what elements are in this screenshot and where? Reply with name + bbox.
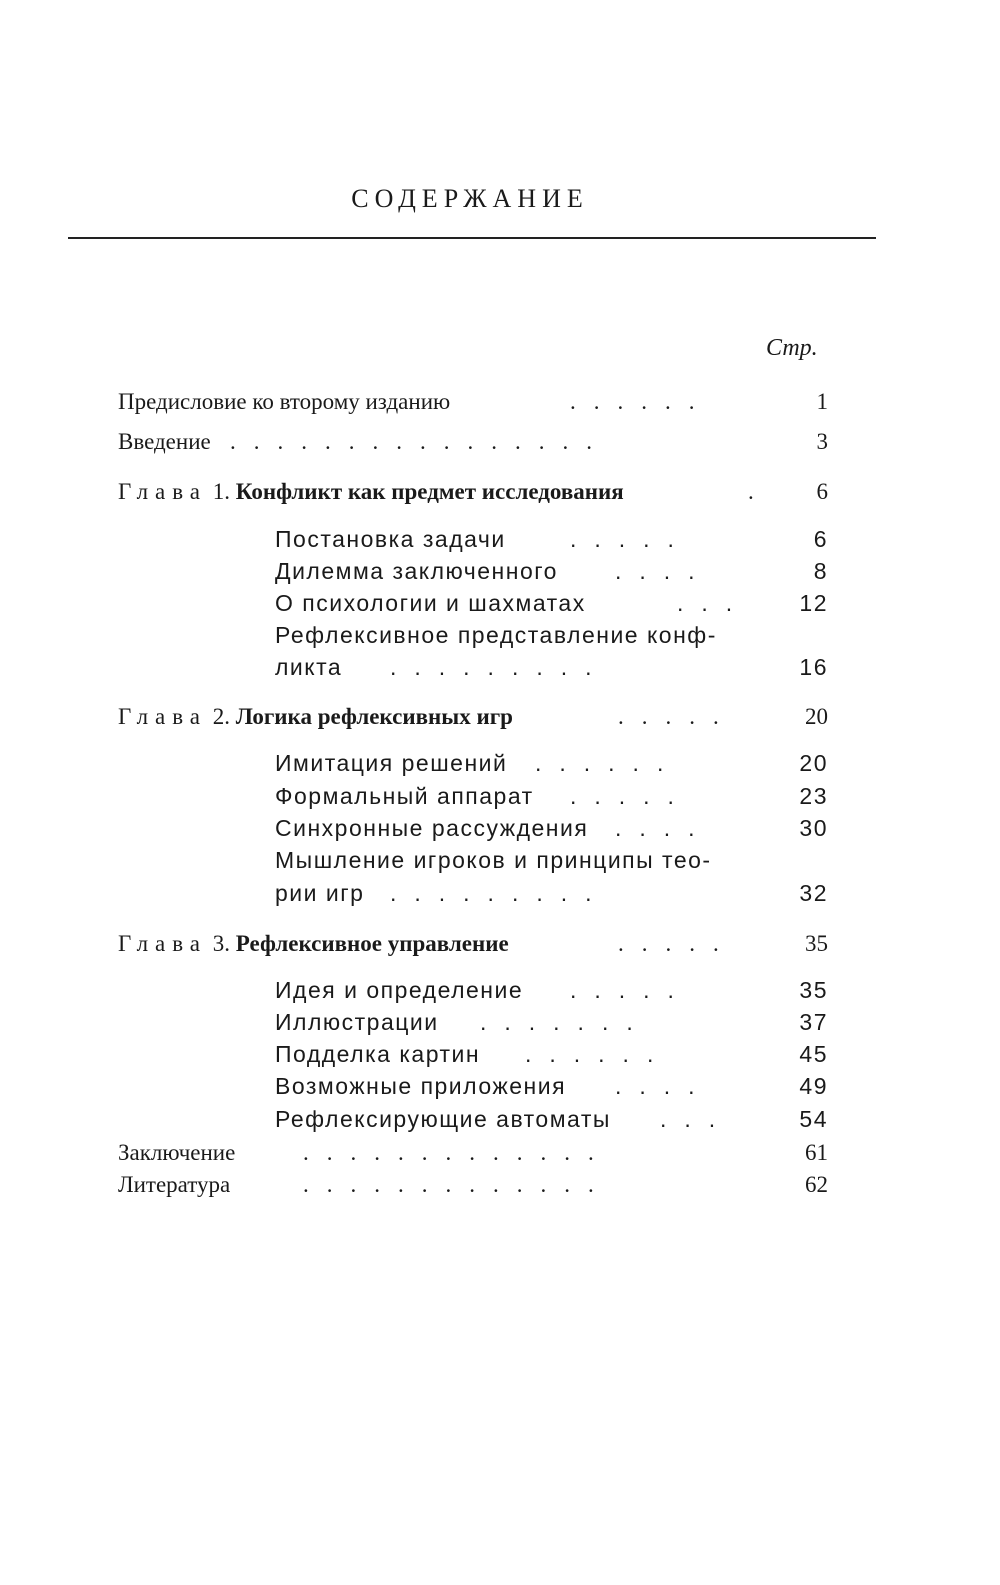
- toc-page-number: 35: [805, 931, 828, 956]
- leader-dots: .............: [303, 1172, 612, 1197]
- leader-dots: .......: [480, 1009, 651, 1035]
- leader-dots: .........: [390, 654, 610, 680]
- leader-dots: .: [748, 479, 772, 504]
- toc-page-number: 6: [816, 479, 828, 504]
- leader-dots: ....: [615, 558, 713, 584]
- toc-section-continuation[interactable]: [275, 876, 828, 910]
- leader-dots: ......: [525, 1041, 672, 1067]
- chapter-prefix: Глава: [118, 931, 208, 956]
- toc-page-number: 32: [799, 880, 828, 906]
- chapter-prefix: Глава: [118, 479, 208, 504]
- leader-dots: ...: [677, 590, 751, 616]
- toc-page-number: 45: [799, 1041, 828, 1067]
- leader-dots: ....: [615, 1073, 713, 1099]
- toc-section-label: О психологии и шахматах: [275, 590, 586, 616]
- toc-page-number: 61: [805, 1140, 828, 1165]
- toc-chapter-2[interactable]: [118, 700, 828, 734]
- leader-dots: .....: [618, 931, 737, 956]
- toc-page-number: 49: [799, 1073, 828, 1099]
- toc-section[interactable]: [275, 843, 828, 877]
- toc-entry-conclusion[interactable]: [118, 1136, 828, 1170]
- toc-section[interactable]: [275, 746, 828, 780]
- chapter-title: Рефлексивное управление: [235, 931, 509, 956]
- toc-page-number: 20: [799, 750, 828, 776]
- toc-section[interactable]: [275, 973, 828, 1007]
- toc-page-number: 35: [799, 977, 828, 1003]
- toc-section-label: Возможные приложения: [275, 1073, 567, 1099]
- leader-dots: .....: [570, 783, 692, 809]
- page-column-label: Стр.: [766, 335, 818, 361]
- toc-section-label: Синхронные рассуждения: [275, 815, 589, 841]
- toc-section[interactable]: [275, 1005, 828, 1039]
- leader-dots: ....: [615, 815, 713, 841]
- page-title: СОДЕРЖАНИЕ: [351, 184, 589, 213]
- leader-dots: ......: [570, 389, 713, 414]
- toc-section[interactable]: [275, 586, 828, 620]
- leader-dots: .....: [570, 977, 692, 1003]
- toc-entry-label: Предисловие ко второму изданию: [118, 389, 451, 414]
- toc-page-number: 30: [799, 815, 828, 841]
- toc-section[interactable]: [275, 811, 828, 845]
- title-divider: [68, 237, 876, 239]
- leader-dots: ......: [535, 750, 682, 776]
- toc-section-label: Дилемма заключенного: [275, 558, 558, 584]
- leader-dots: .............: [303, 1140, 612, 1165]
- toc-page-number: 54: [799, 1106, 828, 1132]
- toc-entry-label: Введение: [118, 429, 211, 454]
- chapter-number: 3.: [212, 931, 231, 956]
- toc-section[interactable]: [275, 554, 828, 588]
- toc-page-number: 23: [799, 783, 828, 809]
- toc-entry-intro[interactable]: [118, 425, 828, 459]
- toc-page-number: 8: [813, 558, 828, 584]
- chapter-title: Конфликт как предмет исследования: [235, 479, 624, 504]
- toc-chapter-1[interactable]: [118, 475, 828, 509]
- toc-section[interactable]: [275, 779, 828, 813]
- toc-page-number: 1: [816, 389, 828, 414]
- toc-entry-label: Литература: [118, 1172, 231, 1197]
- toc-section[interactable]: [275, 1069, 828, 1103]
- leader-dots: .....: [618, 704, 737, 729]
- toc-section-label: Рефлексивное представление конф-: [275, 622, 717, 648]
- toc-section[interactable]: [275, 1102, 828, 1136]
- toc-entry-preface[interactable]: [118, 385, 828, 419]
- toc-section-label: ликта: [275, 654, 343, 680]
- toc-section-label: Иллюстрации: [275, 1009, 439, 1035]
- toc-section-continuation[interactable]: [275, 650, 828, 684]
- leader-dots: ................: [230, 429, 610, 454]
- toc-section-label: Формальный аппарат: [275, 783, 534, 809]
- toc-section[interactable]: [275, 618, 828, 652]
- chapter-prefix: Глава: [118, 704, 208, 729]
- chapter-title: Логика рефлексивных игр: [235, 704, 513, 729]
- toc-section-label: Имитация решений: [275, 750, 508, 776]
- toc-page-number: 62: [805, 1172, 828, 1197]
- toc-section[interactable]: [275, 522, 828, 556]
- leader-dots: .....: [570, 526, 692, 552]
- toc-section[interactable]: [275, 1037, 828, 1071]
- toc-page-number: 37: [799, 1009, 828, 1035]
- chapter-number: 1.: [212, 479, 231, 504]
- toc-section-label: Постановка задачи: [275, 526, 506, 552]
- toc-chapter-3[interactable]: [118, 927, 828, 961]
- leader-dots: ...: [660, 1106, 734, 1132]
- chapter-number: 2.: [212, 704, 231, 729]
- toc-section-label: Подделка картин: [275, 1041, 481, 1067]
- toc-page-number: 12: [799, 590, 828, 616]
- toc-section-label: Идея и определение: [275, 977, 524, 1003]
- toc-page-number: 20: [805, 704, 828, 729]
- leader-dots: .........: [390, 880, 610, 906]
- toc-section-label: Рефлексирующие автоматы: [275, 1106, 611, 1132]
- toc-page-number: 3: [816, 429, 828, 454]
- toc-entry-label: Заключение: [118, 1140, 236, 1165]
- toc-page-number: 6: [813, 526, 828, 552]
- toc-entry-literature[interactable]: [118, 1168, 828, 1202]
- toc-section-label: Мышление игроков и принципы тео-: [275, 847, 712, 873]
- toc-section-label: рии игр: [275, 880, 365, 906]
- toc-page-number: 16: [799, 654, 828, 680]
